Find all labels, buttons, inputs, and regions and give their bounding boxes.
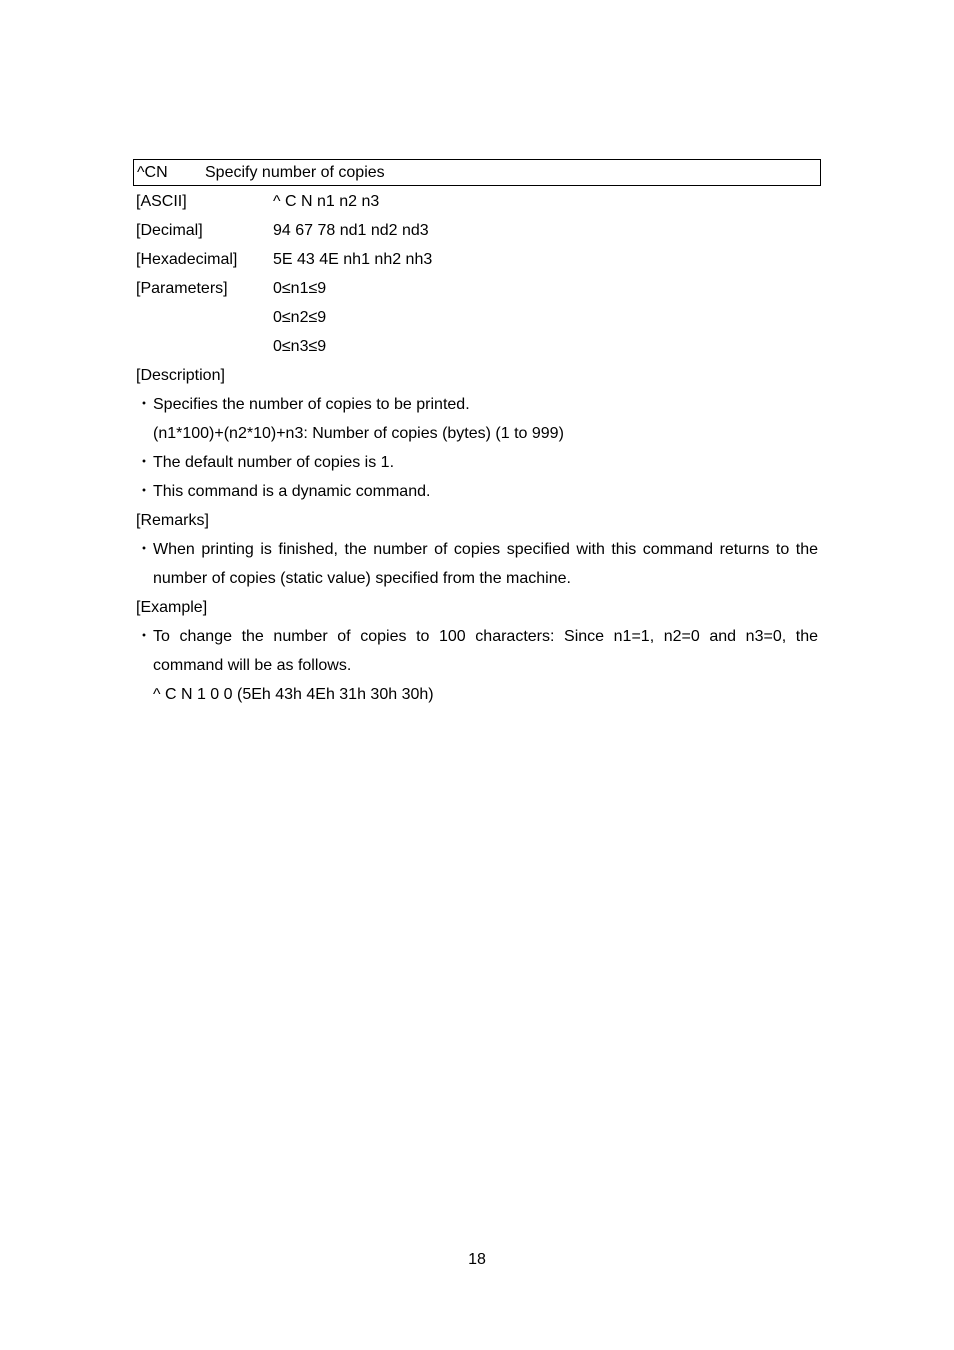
spec-value: 94 67 78 nd1 nd2 nd3 (273, 222, 429, 239)
description-item-text: This command is a dynamic command. (153, 483, 431, 500)
remarks-item (133, 535, 821, 593)
remarks-heading: [Remarks] (136, 512, 209, 529)
command-title: Specify number of copies (205, 164, 385, 181)
bullet-mark: ・ (136, 628, 153, 645)
spec-value: ^ C N n1 n2 n3 (273, 193, 380, 210)
bullet-mark: ・ (136, 396, 153, 413)
spec-value: 0≤n1≤9 (273, 280, 327, 297)
command-header-box (133, 159, 821, 186)
description-item (133, 477, 821, 506)
spec-label: [Hexadecimal] (136, 251, 238, 268)
bullet-mark: ・ (136, 454, 153, 471)
spec-value: 5E 43 4E nh1 nh2 nh3 (273, 251, 433, 268)
spec-label (136, 332, 273, 361)
example-item (133, 622, 821, 680)
example-item-text: To change the number of copies to 100 characters: Since n1=1, n2=0 and n3=0, the command will be as follows. (153, 628, 818, 674)
description-item (133, 390, 821, 419)
bullet-mark: ・ (136, 483, 153, 500)
spec-row-decimal (133, 216, 821, 245)
description-item-text: Specifies the number of copies to be printed. (153, 396, 470, 413)
spec-row-parameter-n2 (133, 303, 821, 332)
spec-row-parameters (133, 274, 821, 303)
command-code: ^CN (137, 164, 168, 181)
spec-value: 0≤n2≤9 (273, 309, 327, 326)
page-number: 18 (468, 1251, 486, 1268)
description-item-continuation: (n1*100)+(n2*10)+n3: Number of copies (bytes) (1 to 999) (153, 425, 564, 442)
spec-row-parameter-n3 (133, 332, 821, 361)
bullet-mark: ・ (136, 541, 153, 558)
description-heading: [Description] (136, 367, 225, 384)
spec-value: 0≤n3≤9 (273, 338, 327, 355)
spec-label (136, 303, 273, 332)
command-section (133, 159, 821, 709)
spec-row-hexadecimal (133, 245, 821, 274)
description-item-text: The default number of copies is 1. (153, 454, 395, 471)
spec-row-ascii (133, 187, 821, 216)
spec-label: [ASCII] (136, 193, 187, 210)
description-item (133, 448, 821, 477)
example-code-line: ^ C N 1 0 0 (5Eh 43h 4Eh 31h 30h 30h) (153, 686, 434, 703)
spec-label: [Decimal] (136, 222, 203, 239)
remarks-item-text: When printing is finished, the number of copies specified with this command returns to the number of copies (static value) specified from the machine. (153, 541, 818, 587)
spec-label: [Parameters] (136, 280, 228, 297)
example-heading: [Example] (136, 599, 208, 616)
